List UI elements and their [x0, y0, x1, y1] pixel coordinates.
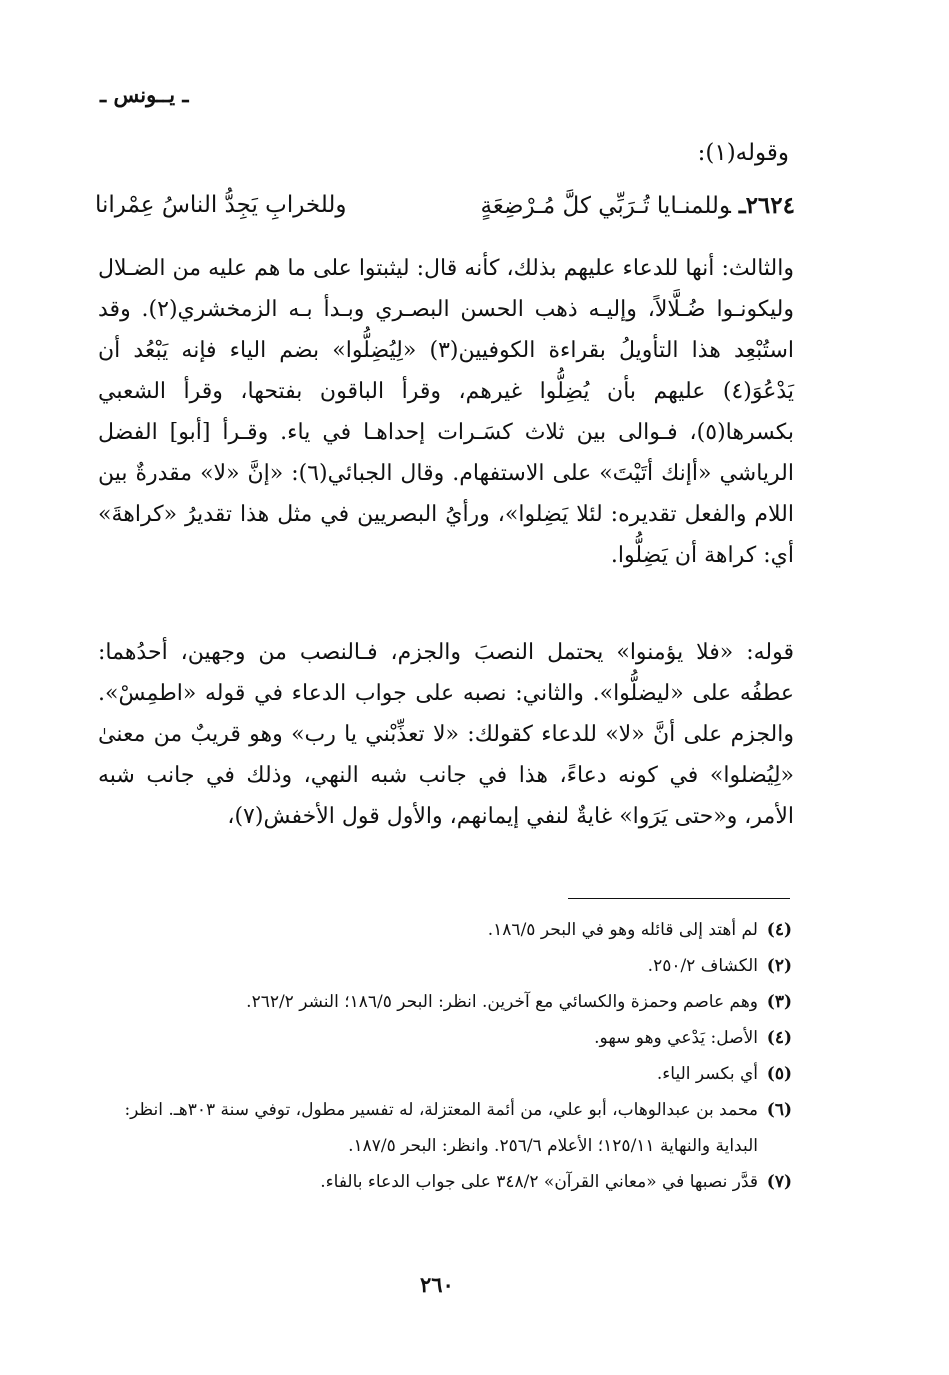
- footnote-number: (٥): [766, 1064, 792, 1084]
- page-number: ٢٦٠: [420, 1272, 454, 1297]
- footnote-item: [100, 1164, 792, 1200]
- footnote-item: [100, 1056, 792, 1092]
- footnote-number: (٤): [766, 920, 792, 940]
- verse-first-half: [481, 192, 795, 219]
- running-header: ـ يــونس ـ: [100, 82, 189, 107]
- footnote-number: (٤): [766, 1028, 792, 1048]
- footnote-item: [100, 1092, 792, 1164]
- paragraph-1: والثالث: أنها للدعاء عليهم بذلك، كأنه قال: ليثبتوا على ما هم عليه من الضـلال وليكونـوا ضُـلَّالاً، وإليـه ذهب الحسن البصـري وبـدأ بـه الزمخشري(٢). وقد استُبْعِد هذا التأويلُ بقراءة الكوفيين(٣) «لِيُضِلُّوا» بضم الياء فإنه يَبْعُد أن يَدْعُوَ(٤) عليهم بأن يُضِلُّوا غيرهم، وقرأ الباقون بفتحها، وقرأ الشعبي بكسرها(٥)، فـوالى بين ثلاث كسَـرات إحداهـا في ياء. وقـرأ [أبو] الفضل الرياشي «أإنك أتَيْتَ» على الاستفهام. وقال الجبائي(٦): «إنَّ «لا» مقدرةٌ بين اللام والفعل تقديره: لئلا يَضِلوا»، ورأيُ البصريين في مثل هذا تقديرُ «كراهةَ» أي: كراهة أن يَضِلُّوا.: [98, 256, 794, 568]
- footnote-number: (٦): [766, 1100, 792, 1120]
- footnote-text: محمد بن عبدالوهاب، أبو علي، من أئمة المعتزلة، له تفسير مطول، توفي سنة ٣٠٣هـ. انظر: البداية والنهاية ١٢٥/١١؛ الأعلام ٢٥٦/٦. وانظر: البحر ١٨٧/٥.: [124, 1100, 758, 1156]
- footnote-text: الكشاف ٢٥٠/٢.: [647, 956, 758, 976]
- footnote-item: [100, 948, 792, 984]
- verse-intro: وقوله(١):: [697, 140, 789, 166]
- footnote-item: [100, 912, 792, 948]
- footnote-item: [100, 984, 792, 1020]
- footnote-number: (٢): [766, 956, 792, 976]
- footnote-number: (٧): [766, 1172, 792, 1192]
- footnotes: [100, 912, 792, 1200]
- footnote-text: وهم عاصم وحمزة والكسائي مع آخرين. انظر: البحر ١٨٦/٥؛ النشر ٢٦٢/٢.: [246, 992, 758, 1012]
- verse-second-half: وللخرابِ يَجِدُّ الناسُ عِمْرانا: [95, 192, 347, 218]
- poetry-verse: [95, 192, 795, 232]
- paragraph-2: قوله: «فلا يؤمنوا» يحتمل النصبَ والجزم، فـالنصب من وجهين، أحدُهما: عطفُه على «ليضلُّوا». والثاني: نصبه على جواب الدعاء في قوله «اطمِسْ». والجزم على أنَّ «لا» للدعاء كقولك: «لا تعذِّبْني يا رب» وهو قريبٌ من معنىٰ «لِيُضلوا» في كونه دعاءً، هذا في جانب شبه النهي، وذلك في جانب شبه الأمر، و«حتى يَرَوا» غايةٌ لنفي إيمانهم، والأول قول الأخفش(٧)،: [98, 640, 794, 829]
- verse-first-half-text: وللمنـايا تُـرَبِّي كلَّ مُـرْضِعَةٍ: [480, 193, 731, 219]
- footnote-item: [100, 1020, 792, 1056]
- footnote-text: الأصل: يَدْعي وهو سهو.: [594, 1028, 758, 1048]
- footnote-text: لم أهتد إلى قائله وهو في البحر ١٨٦/٥.: [487, 920, 758, 940]
- footnote-number: (٣): [766, 992, 792, 1012]
- footnote-divider: [568, 898, 790, 899]
- footnote-text: قدَّر نصبها في «معاني القرآن» ٣٤٨/٢ على جواب الدعاء بالفاء.: [320, 1172, 758, 1192]
- verse-number: ٢٦٢٤ـ: [738, 192, 795, 219]
- footnote-text: أي بكسر الياء.: [656, 1064, 758, 1084]
